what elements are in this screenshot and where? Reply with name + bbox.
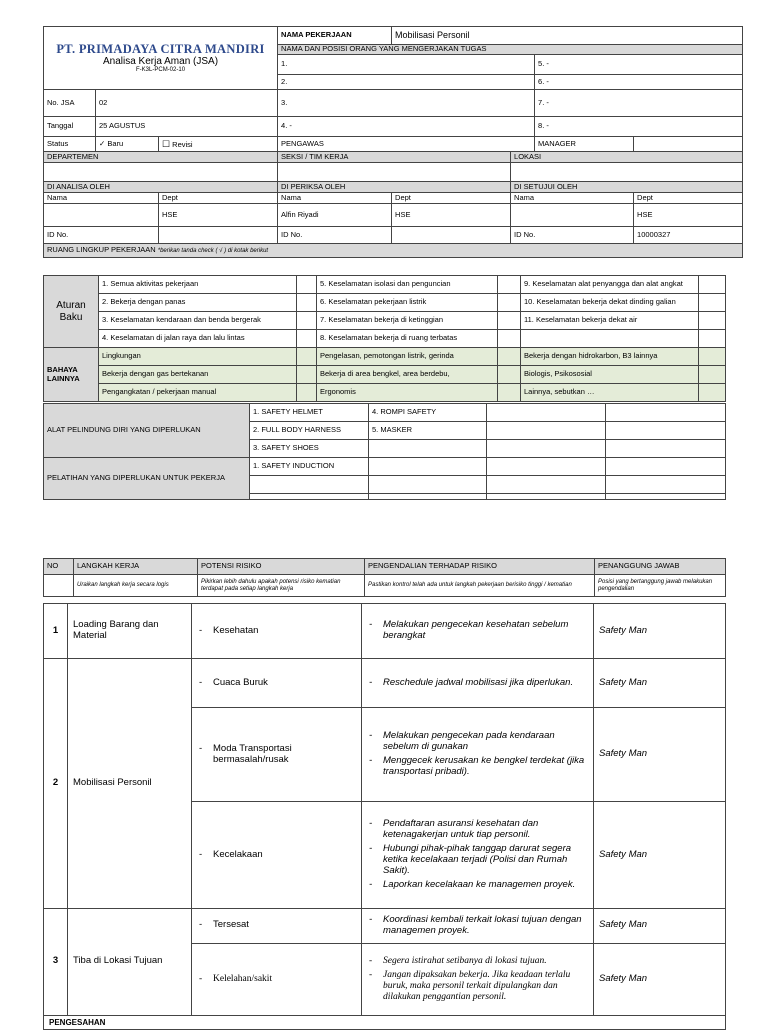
apd-item-4: 4. ROMPI SAFETY [369,404,487,422]
scope-label: RUANG LINGKUP PEKERJAAN [47,245,156,255]
periksa-label: DI PERIKSA OLEH [278,182,511,193]
step-2-risk-1 [192,659,362,708]
training-label: PELATIHAN YANG DIPERLUKAN UNTUK PEKERJA [44,458,250,500]
lokasi-label: LOKASI [511,152,743,163]
periksa-nama-value: Alfin Riyadi [278,204,392,227]
bahaya-item-8: Biologis, Psikososial [521,366,699,384]
step-2-risk-3-text: - Kecelakaan [197,850,356,861]
step-3-pj-1: Safety Man [594,909,726,944]
bahaya-item-2: Bekerja dengan gas bertekanan [99,366,297,384]
bahaya-item-5: Bekerja di area bengkel, area berdebu, [317,366,498,384]
analisa-dept-label: Dept [159,193,278,204]
bahaya-check-1[interactable] [297,348,317,366]
aturan-baku-label: Aturan Baku [44,276,99,348]
apd-item-2: 2. FULL BODY HARNESS [250,422,369,440]
scope-note: *berikan tanda check ( √ ) di kotak berikut [157,248,269,255]
aturan-check-9[interactable] [699,276,726,294]
setujui-label: DI SETUJUI OLEH [511,182,743,193]
col-langkah: LANGKAH KERJA [74,559,198,575]
status-baru[interactable] [96,137,159,152]
worker-5: 5. - [535,55,743,75]
step-1-risk-text: - Kesehatan [197,626,356,637]
apd-training-block [43,403,726,500]
step-3-pj-2: Safety Man [594,943,726,1015]
step-3-control-2-2: - Jangan dipaksakan bekerja. Jika keadaan terlalu buruk, maka personil terkait dipulangkan dan dilakukan penggantian personil. [367,970,588,1003]
company-block [44,27,278,90]
col-pengendalian: PENGENDALIAN TERHADAP RISIKO [365,559,595,575]
step-2-controls-2 [362,708,594,802]
step-2-pj-1: Safety Man [594,659,726,708]
bahaya-item-4: Pengelasan, pemotongan listrik, gerinda [317,348,498,366]
step-2-control-3-2: - Hubungi pihak-pihak tanggap darurat segera ketika kecelakaan terjadi (Polisi dan Rumah Sakit). [367,844,588,877]
bahaya-item-6: Ergonomis [317,384,498,402]
aturan-check-1[interactable] [297,276,317,294]
apd-label: ALAT PELINDUNG DIRI YANG DIPERLUKAN [44,404,250,458]
bahaya-check-6[interactable] [498,384,521,402]
periksa-dept-label: Dept [392,193,511,204]
status-revisi-label: Revisi [172,139,193,149]
step-3-controls-1 [362,909,594,944]
document-code: F-K3L-PCM-02-10 [136,67,186,74]
analisa-id-label: ID No. [44,227,159,244]
aturan-item-2: 2. Bekerja dengan panas [99,294,297,312]
step-2-controls-1 [362,659,594,708]
aturan-item-4: 4. Keselamatan di jalan raya dan lalu lintas [99,330,297,348]
worker-6: 6. - [535,75,743,90]
step-2-no: 2 [44,659,68,909]
no-jsa-label: No. JSA [44,90,96,117]
no-jsa-value: 02 [96,90,278,117]
step-2-pj-3: Safety Man [594,802,726,909]
steps-table [43,603,726,1030]
step-3-control-1-1: - Koordinasi kembali terkait lokasi tujuan dengan managemen proyek. [367,915,588,937]
step-row-1 [44,604,726,659]
pengesahan-label: PENGESAHAN [44,1015,726,1029]
setujui-id-label: ID No. [511,227,634,244]
periksa-nama-label: Nama [278,193,392,204]
step-2-controls-3 [362,802,594,909]
aturan-check-5[interactable] [498,276,521,294]
aturan-item-1: 1. Semua aktivitas pekerjaan [99,276,297,294]
aturan-item-5: 5. Keselamatan isolasi dan penguncian [317,276,498,294]
bahaya-check-2[interactable] [297,366,317,384]
step-2-risk-2-text: - Moda Transportasi bermasalah/rusak [197,744,356,766]
aturan-item-6: 6. Keselamatan pekerjaan listrik [317,294,498,312]
col-no: NO [44,559,74,575]
col-langkah-note: Uraikan langkah kerja secara logis [74,575,198,597]
seksi-label: SEKSI / TIM KERJA [278,152,511,163]
worker-1: 1. [278,55,535,75]
step-1-pj: Safety Man [594,604,726,659]
aturan-check-7[interactable] [498,312,521,330]
step-3-no: 3 [44,909,68,1016]
step-2-control-3-3: - Laporkan kecelakaan ke managemen proyek. [367,880,588,891]
step-1-control-1: - Melakukan pengecekan kesehatan sebelum berangkat [367,620,588,642]
bahaya-item-1: Lingkungan [99,348,297,366]
aturan-check-6[interactable] [498,294,521,312]
step-1-controls [362,604,594,659]
setujui-dept-label: Dept [634,193,743,204]
departemen-label: DEPARTEMEN [44,152,278,163]
col-potensi-note: Pikirkan lebih dahulu apakah potensi risiko kematian terdapat pada setiap langkah kerja [198,575,365,597]
bahaya-check-7[interactable] [699,348,726,366]
apd-item-1: 1. SAFETY HELMET [250,404,369,422]
step-1-langkah: Loading Barang dan Material [68,604,192,659]
periksa-dept-value: HSE [392,204,511,227]
apd-item-5: 5. MASKER [369,422,487,440]
step-3-risk-1-text: - Tersesat [197,920,356,931]
scope-header [44,244,743,258]
setujui-id-value: 10000327 [634,227,743,244]
step-2-langkah: Mobilisasi Personil [68,659,192,909]
col-pengendalian-note: Pastikan kontrol telah ada untuk langkah pekerjaan berisiko tinggi / kematian [365,575,595,597]
step-3-control-2-1: - Segera istirahat setibanya di lokasi tujuan. [367,956,588,967]
step-2-control-1-1: - Reschedule jadwal mobilisasi jika diperlukan. [367,678,588,689]
checkbox-icon: ☐ [162,138,171,149]
aturan-check-10[interactable] [699,294,726,312]
aturan-item-7: 7. Keselamatan bekerja di ketinggian [317,312,498,330]
bahaya-item-3: Pengangkatan / pekerjaan manual [99,384,297,402]
step-3-risk-1 [192,909,362,944]
worker-4: 4. - [278,117,535,137]
step-2-control-3-1: - Pendaftaran asuransi kesehatan dan ketenagakerjan untuk tiap personil. [367,819,588,841]
company-name: PT. PRIMADAYA CITRA MANDIRI [56,41,265,56]
step-2-control-2-2: - Menggecek kerusakan ke bengkel terdekat (jika transportasi pribadi). [367,756,588,778]
step-3-langkah: Tiba di Lokasi Tujuan [68,909,192,1016]
step-row-2a [44,659,726,708]
aturan-item-10: 10. Keselamatan bekerja dekat dinding galian [521,294,699,312]
document-title: Analisa Kerja Aman (JSA) [102,55,219,67]
bahaya-check-9[interactable] [699,384,726,402]
periksa-id-label: ID No. [278,227,392,244]
setujui-dept-value: HSE [634,204,743,227]
aturan-check-11[interactable] [699,312,726,330]
step-1-risk [192,604,362,659]
setujui-nama-label: Nama [511,193,634,204]
jsa-header-form [43,26,743,258]
bahaya-check-8[interactable] [699,366,726,384]
status-revisi[interactable] [159,137,278,152]
aturan-item-11: 11. Keselamatan bekerja dekat air [521,312,699,330]
step-2-control-2-1: - Melakukan pengecekan pada kendaraan sebelum di gunakan [367,731,588,753]
aturan-item-8: 8. Keselamatan bekerja di ruang terbatas [317,330,498,348]
step-3-risk-2-text: - Kelelahan/sakit [197,974,356,985]
check-icon: ✓ [99,138,106,148]
step-row-3a [44,909,726,944]
step-2-risk-3 [192,802,362,909]
bahaya-check-4[interactable] [498,348,521,366]
analisa-nama-label: Nama [44,193,159,204]
pengawas-label: PENGAWAS [278,137,535,152]
tanggal-label: Tanggal [44,117,96,137]
worker-3: 3. [278,90,535,117]
step-2-risk-2 [192,708,362,802]
aturan-check-4[interactable] [297,330,317,348]
aturan-check-2[interactable] [297,294,317,312]
analisa-label: DI ANALISA OLEH [44,182,278,193]
workers-label: NAMA DAN POSISI ORANG YANG MENGERJAKAN TUGAS [278,45,743,55]
step-2-risk-1-text: - Cuaca Buruk [197,678,356,689]
scope-checklist [43,275,726,402]
step-2-pj-2: Safety Man [594,708,726,802]
steps-header [43,558,726,597]
step-3-controls-2 [362,943,594,1015]
analisa-dept-value: HSE [159,204,278,227]
status-label: Status [44,137,96,152]
aturan-check-8[interactable] [498,330,521,348]
bahaya-check-3[interactable] [297,384,317,402]
job-name-label: NAMA PEKERJAAN [278,27,392,45]
apd-item-3: 3. SAFETY SHOES [250,440,369,458]
manager-label: MANAGER [535,137,634,152]
tanggal-value: 25 AGUSTUS [96,117,278,137]
step-1-no: 1 [44,604,68,659]
status-baru-label: Baru [107,138,124,148]
aturan-item-3: 3. Keselamatan kendaraan dan benda bergerak [99,312,297,330]
worker-8: 8. - [535,117,743,137]
bahaya-lainnya-label: BAHAYA LAINNYA [44,348,99,402]
job-name-value: Mobilisasi Personil [392,27,743,45]
worker-2: 2. [278,75,535,90]
worker-7: 7. - [535,90,743,117]
aturan-check-3[interactable] [297,312,317,330]
col-pj-note: Posisi yang bertanggung jawab melakukan pengendalian [595,575,726,597]
bahaya-item-9: Lainnya, sebutkan … [521,384,699,402]
training-item-1: 1. SAFETY INDUCTION [250,458,369,476]
aturan-item-9: 9. Keselamatan alat penyangga dan alat angkat [521,276,699,294]
col-potensi: POTENSI RISIKO [198,559,365,575]
step-3-risk-2 [192,943,362,1015]
bahaya-item-7: Bekerja dengan hidrokarbon, B3 lainnya [521,348,699,366]
col-pj: PENANGGUNG JAWAB [595,559,726,575]
bahaya-check-5[interactable] [498,366,521,384]
